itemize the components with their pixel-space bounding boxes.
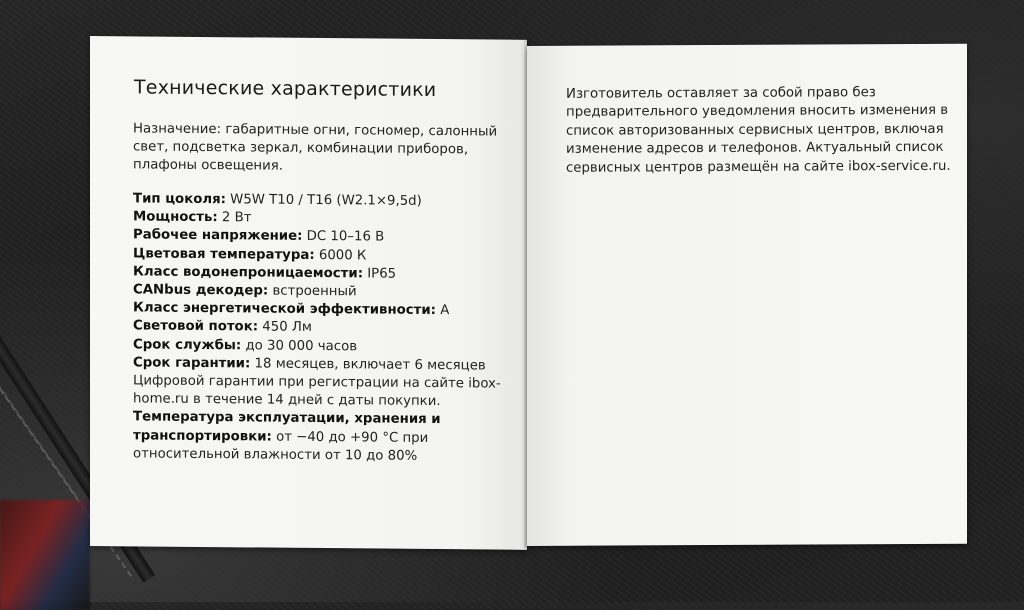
spec-value: А <box>436 303 450 319</box>
left-page <box>90 36 527 550</box>
spec-label: Температура эксплуатации, хранения и транспортировки: <box>133 409 441 445</box>
service-notice: Изготовитель оставляет за собой право без предварительного уведомления вносить изменения в список авторизованных сервисных центров, включая изменение адресов и телефонов. Актуальный список сервисных центров размещён на сайте ibox-service.ru. <box>566 85 951 176</box>
spec-value: до 30 000 часов <box>241 337 358 354</box>
spec-label: Срок службы: <box>133 337 242 353</box>
spec-item <box>133 409 523 467</box>
purpose-paragraph: Назначение: габаритные огни, госномер, салонный свет, подсветка зеркал, комбинации приборов, плафоны освещения. <box>133 121 498 175</box>
spec-value: IP65 <box>363 266 397 282</box>
spec-label: Класс водонепроницаемости: <box>133 264 364 282</box>
spec-item <box>133 354 523 412</box>
spec-value: 6000 К <box>314 247 367 264</box>
spec-label: Мощность: <box>133 209 218 226</box>
background-object <box>0 500 90 610</box>
spec-label: Цветовая температура: <box>133 245 315 263</box>
spec-value: 18 месяцев, включает 6 месяцев Цифровой гарантии при регистрации на сайте ibox-home.ru в течение 14 дней с даты покупки. <box>133 356 501 410</box>
right-page <box>527 44 967 546</box>
spec-value: 2 Вт <box>217 210 252 226</box>
spec-value: 450 Лм <box>258 319 312 336</box>
spec-label: Тип цоколя: <box>133 191 226 208</box>
spec-label: CANbus декодер: <box>133 282 269 299</box>
spec-label: Рабочее напряжение: <box>133 227 303 245</box>
spec-value: встроенный <box>268 283 357 300</box>
spec-list <box>133 190 523 466</box>
spec-label: Световой поток: <box>133 318 259 335</box>
page-title: Технические характеристики <box>134 76 437 102</box>
spec-label: Срок гарантии: <box>133 355 251 372</box>
spec-value: от −40 до +90 °С при относительной влажности от 10 до 80% <box>133 429 429 464</box>
spec-value: DC 10–16 В <box>302 229 385 245</box>
spec-label: Класс энергетической эффективности: <box>133 300 436 319</box>
booklet <box>90 36 970 548</box>
spec-value: W5W T10 / T16 (W2.1×9,5d) <box>225 192 422 209</box>
